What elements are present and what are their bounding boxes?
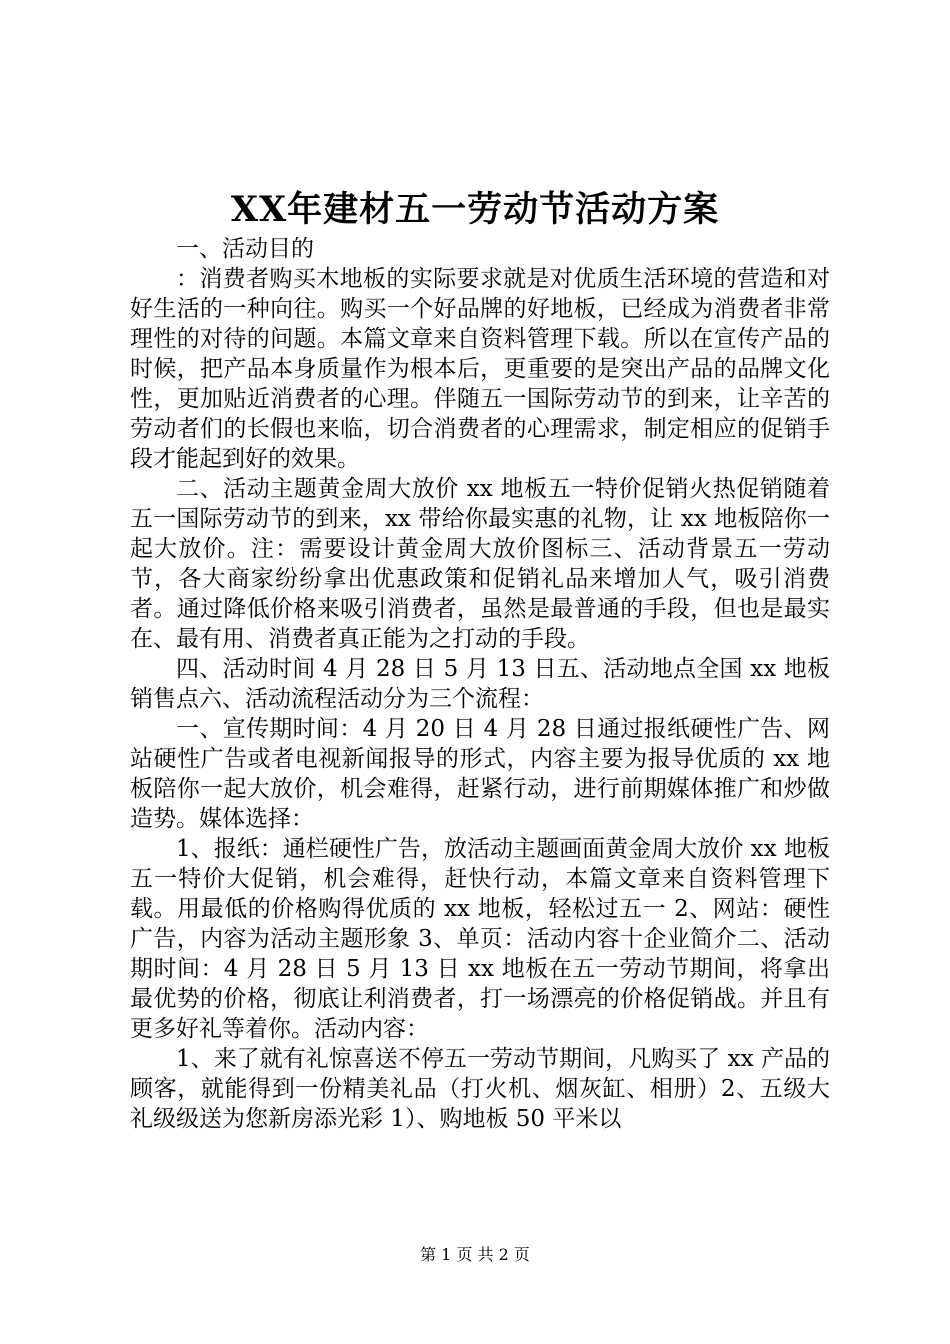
document-title: XX年建材五一劳动节活动方案 [230,189,720,230]
paragraph-time-location: 四、活动时间 4 月 28 日 5 月 13 日五、活动地点全国 xx 地板销售点六、活动流程活动分为三个流程： [130,656,830,712]
page-footer: 第 1 页 共 2 页 [420,1245,530,1264]
section-heading-purpose: 一、活动目的 [176,236,314,262]
paragraph-activity-content: 1、来了就有礼惊喜送不停五一劳动节期间，凡购买了 xx 产品的顾客，就能得到一份精美礼品（打火机、烟灰缸、相册）2、五级大礼级级送为您新房添光彩 1）、购地板 50 平米以 [130,1046,830,1132]
paragraph-purpose: ：消费者购买木地板的实际要求就是对优质生活环境的营造和对好生活的一种向往。购买一个好品牌的好地板，已经成为消费者非常理性的对待的问题。本篇文章来自资料管理下载。所以在宣传产品的时候，把产品本身质量作为根本后，更重要的是突出产品的品牌文化性，更加贴近消费者的心理。伴随五一国际劳动节的到来，让辛苦的劳动者们的长假也来临，切合消费者的心理需求，制定相应的促销手段才能起到好的效果。 [130,266,830,472]
document-body [130,234,830,1134]
paragraph-promotion-period: 一、宣传期时间：4 月 20 日 4 月 28 日通过报纸硬性广告、网站硬性广告或者电视新闻报导的形式，内容主要为报导优质的 xx 地板陪你一起大放价，机会难得，赶紧行动，进行前期媒体推广和炒做造势。媒体选择： [130,716,830,832]
paragraph-media-selection: 1、报纸：通栏硬性广告，放活动主题画面黄金周大放价 xx 地板五一特价大促销，机会难得，赶快行动，本篇文章来自资料管理下载。用最低的价格购得优质的 xx 地板，轻松过五一 2、网站：硬性广告，内容为活动主题形象 3、单页：活动内容十企业简介二、活动期时间：4 月 28 日 5 月 13 日 xx 地板在五一劳动节期间，将拿出最优势的价格，彻底让利消费者，打一场漂亮的价格促销战。并且有更多好礼等着你。活动内容： [130,836,830,1042]
paragraph-theme-background: 二、活动主题黄金周大放价 xx 地板五一特价促销火热促销随着五一国际劳动节的到来，xx 带给你最实惠的礼物，让 xx 地板陪你一起大放价。注：需要设计黄金周大放价图标三、活动背景五一劳动节，各大商家纷纷拿出优惠政策和促销礼品来增加人气，吸引消费者。通过降低价格来吸引消费者，虽然是最普通的手段，但也是最实在、最有用、消费者真正能为之打动的手段。 [130,476,830,652]
